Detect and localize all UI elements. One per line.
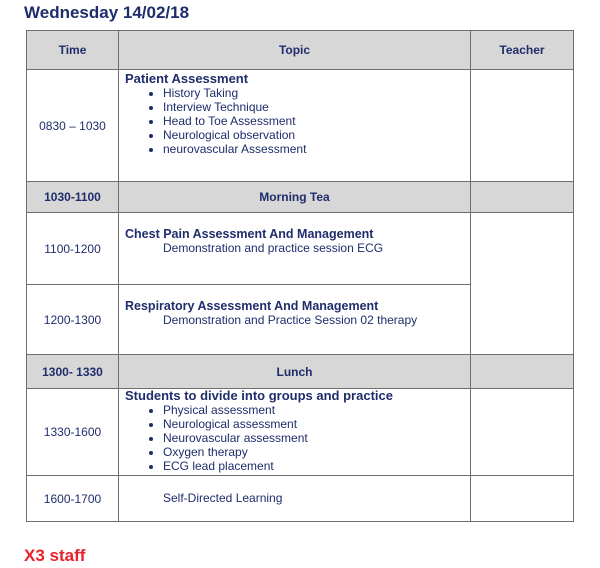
time-cell: 1600-1700 xyxy=(27,476,119,522)
topic-items-list xyxy=(125,86,464,156)
topic-cell xyxy=(119,476,471,522)
time-cell: 1030-1100 xyxy=(27,182,119,213)
table-row-break xyxy=(27,355,574,389)
teacher-cell xyxy=(471,389,574,476)
column-header-topic: Topic xyxy=(119,31,471,70)
time-cell: 1200-1300 xyxy=(27,285,119,355)
list-item: • Physical assessment xyxy=(163,403,464,417)
break-label: Morning Tea xyxy=(119,182,471,213)
list-item: • Neurological observation xyxy=(163,128,464,142)
topic-subtext: Demonstration and Practice Session 02 therapy xyxy=(163,313,418,327)
list-item: • Neurovascular assessment xyxy=(163,431,464,445)
list-item: • ECG lead placement xyxy=(163,459,464,473)
topic-title: Respiratory Assessment And Management xyxy=(125,299,379,313)
teacher-cell xyxy=(471,182,574,213)
topic-subtext: Self-Directed Learning xyxy=(163,491,283,505)
topic-cell xyxy=(119,389,471,476)
topic-cell xyxy=(119,70,471,182)
column-header-teacher: Teacher xyxy=(471,31,574,70)
teacher-cell xyxy=(471,476,574,522)
break-label: Lunch xyxy=(119,355,471,389)
time-cell: 0830 – 1030 xyxy=(27,70,119,182)
table-row xyxy=(27,476,574,522)
time-cell: 1330-1600 xyxy=(27,389,119,476)
table-row xyxy=(27,389,574,476)
list-item: • Neurological assessment xyxy=(163,417,464,431)
column-header-time: Time xyxy=(27,31,119,70)
list-item: • History Taking xyxy=(163,86,464,100)
list-item: • neurovascular Assessment xyxy=(163,142,464,156)
staff-note: X3 staff xyxy=(24,546,86,565)
table-row xyxy=(27,70,574,182)
topic-title: Patient Assessment xyxy=(125,71,249,86)
page-title: Wednesday 14/02/18 xyxy=(24,3,190,22)
list-item: • Oxygen therapy xyxy=(163,445,464,459)
topic-subtext: Demonstration and practice session ECG xyxy=(163,241,384,255)
time-cell: 1300- 1330 xyxy=(27,355,119,389)
table-row-break xyxy=(27,182,574,213)
table-header-row xyxy=(27,31,574,70)
list-item: • Head to Toe Assessment xyxy=(163,114,464,128)
topic-items-list xyxy=(125,403,464,473)
topic-title: Chest Pain Assessment And Management xyxy=(125,227,374,241)
topic-cell xyxy=(119,213,471,285)
teacher-cell xyxy=(471,70,574,182)
list-item: • Interview Technique xyxy=(163,100,464,114)
teacher-cell xyxy=(471,213,574,355)
time-cell: 1100-1200 xyxy=(27,213,119,285)
topic-cell xyxy=(119,285,471,355)
topic-title: Students to divide into groups and practice xyxy=(125,388,393,403)
schedule-table xyxy=(26,30,574,522)
table-row xyxy=(27,213,574,285)
teacher-cell xyxy=(471,355,574,389)
